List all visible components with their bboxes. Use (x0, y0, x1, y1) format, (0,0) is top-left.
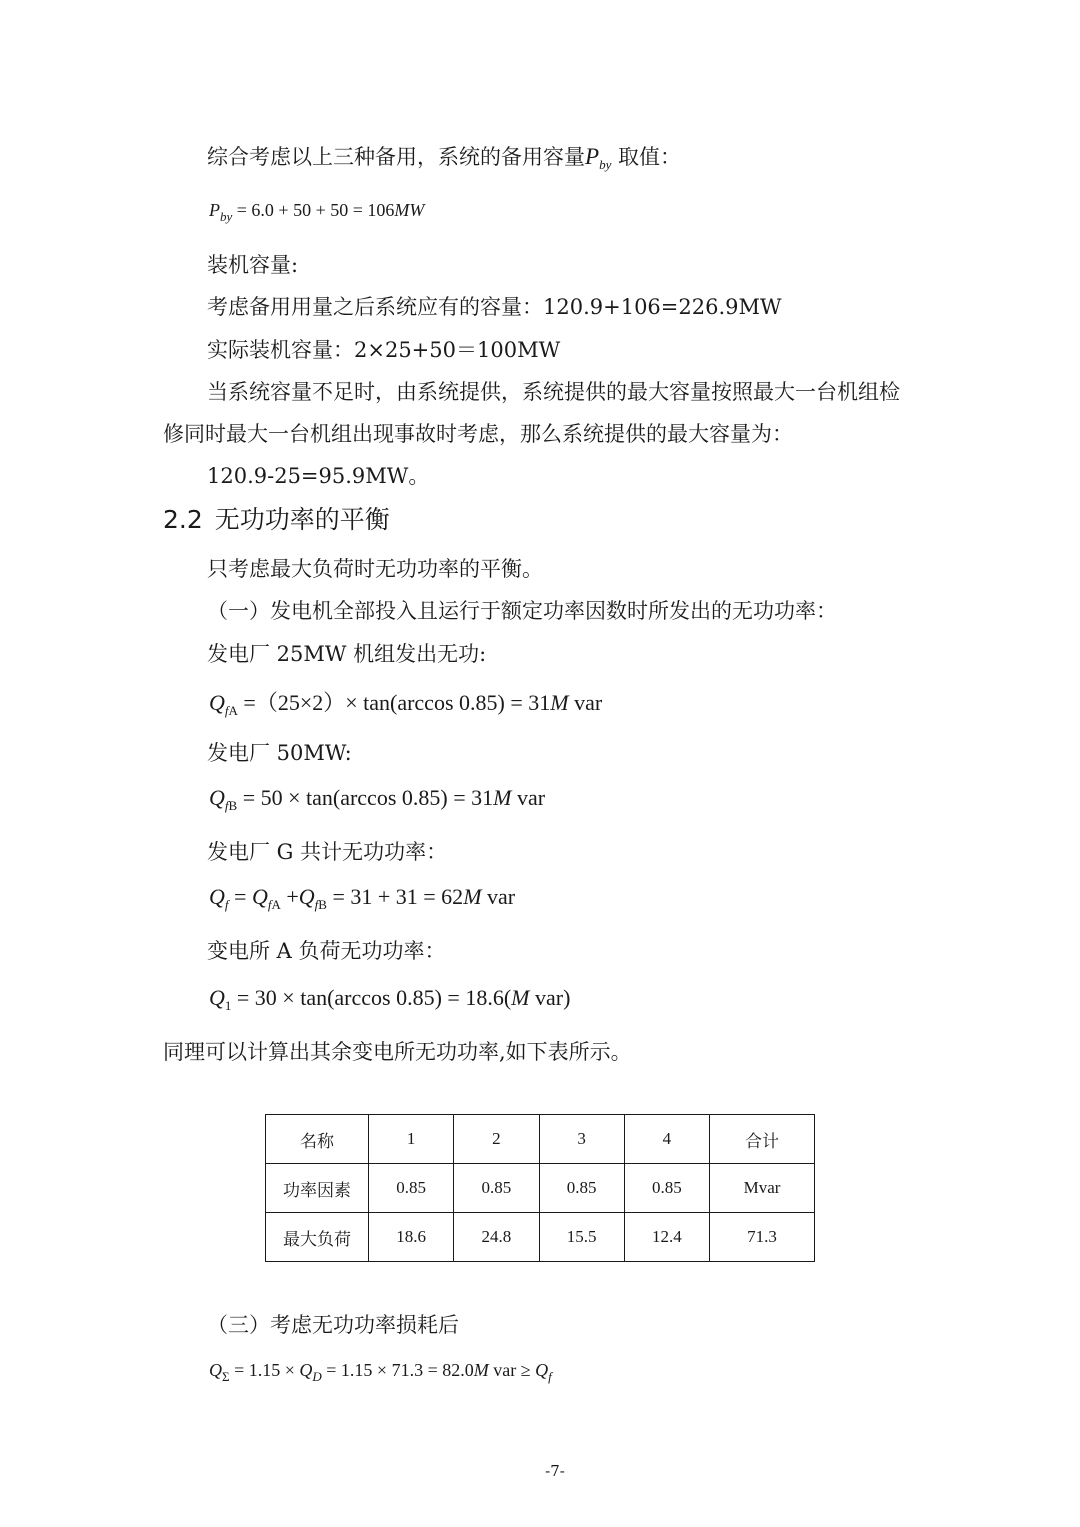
eq-qf-term1: Q (251, 884, 268, 909)
eq-qsigma-unit: M (473, 1360, 489, 1380)
eq-qfb-var: Q (209, 785, 225, 810)
eq-q1-sub: 1 (224, 998, 232, 1013)
eq-qfa-var: Q (209, 690, 225, 715)
eq-qf-plus: + (286, 884, 299, 909)
table-header-cell: 4 (624, 1115, 709, 1164)
eq-qsigma-rhs-a: = 1.15 × (234, 1360, 295, 1380)
reserve-equation (209, 200, 424, 225)
table-cell: 12.4 (624, 1213, 709, 1262)
table-cell: 0.85 (369, 1164, 454, 1213)
substation-a-label: 变电所 A 负荷无功功率： (207, 939, 446, 963)
reserve-var-sub: by (599, 157, 612, 172)
eq-qsigma-qf: Q (535, 1360, 549, 1380)
reactive-intro: 只考虑最大负荷时无功功率的平衡。 (207, 557, 543, 581)
eq-qf-term2: Q (298, 884, 315, 909)
table-cell: 0.85 (539, 1164, 624, 1213)
eq-q1 (209, 985, 570, 1014)
section-title: 无功功率的平衡 (214, 505, 390, 534)
reactive-power-table (265, 1114, 815, 1262)
eq-qfa-sub-f: f (224, 703, 229, 718)
eq-reserve-var: P (209, 200, 220, 220)
table-cell: Mvar (710, 1164, 815, 1213)
eq-qf-var: Q (209, 884, 225, 909)
eq-qsigma-rhs-c: var ≥ (493, 1360, 531, 1380)
eq-reserve-rhs: = 6.0 + 50 + 50 = 106 (236, 200, 395, 220)
eq-qf-equals: = (234, 884, 247, 909)
eq-q1-var-unit: var) (534, 985, 571, 1010)
reserve-intro-tail: 取值： (618, 145, 682, 169)
table-cell: 24.8 (454, 1213, 539, 1262)
eq-qfa-rhs: =（25×2）× tan(arccos 0.85) = 31 (243, 690, 551, 715)
supply-line-1: 当系统容量不足时，由系统提供，系统提供的最大容量按照最大一台机组检 (207, 380, 900, 404)
eq-qfb-sub-b: B (228, 798, 238, 813)
eq-q1-rhs: = 30 × tan(arccos 0.85) = 18.6( (236, 985, 512, 1010)
table-header-cell: 3 (539, 1115, 624, 1164)
table-cell: 0.85 (454, 1164, 539, 1213)
eq-q1-unit: M (511, 985, 530, 1010)
eq-reserve-unit: MW (394, 200, 425, 220)
eq-qfb (209, 785, 545, 814)
plant-25-label: 发电厂 25MW 机组发出无功: (207, 642, 487, 666)
table-cell: 0.85 (624, 1164, 709, 1213)
eq-qf (209, 884, 515, 913)
eq-qfa-sub-a: A (228, 703, 238, 718)
eq-qfb-var-unit: var (516, 785, 546, 810)
eq-qsigma-qd-sub: D (312, 1369, 322, 1384)
actual-capacity: 实际装机容量：2×25+50＝100MW (207, 338, 561, 362)
eq-qfa-var-unit: var (574, 690, 603, 715)
eq-qf-sub: f (224, 897, 229, 912)
reserve-intro-text: 综合考虑以上三种备用，系统的备用容量 (207, 145, 585, 169)
eq-qfa (209, 686, 602, 719)
supply-result: 120.9-25=95.9MW。 (207, 464, 430, 488)
table-row-label: 最大负荷 (266, 1213, 369, 1262)
eq-qfb-rhs: = 50 × tan(arccos 0.85) = 31 (242, 785, 494, 810)
eq-qsigma-sub: Σ (222, 1369, 230, 1384)
eq-reserve-sub: by (220, 209, 233, 224)
required-capacity: 考虑备用用量之后系统应有的容量：120.9+106=226.9MW (207, 295, 782, 319)
table-cell: 18.6 (369, 1213, 454, 1262)
eq-qsigma-rhs-b: = 1.15 × 71.3 = 82.0 (326, 1360, 474, 1380)
eq-q1-var: Q (209, 985, 225, 1010)
eq-qf-term1-sub-f: f (267, 897, 272, 912)
reserve-intro (207, 143, 681, 173)
table-header-cell: 名称 (266, 1115, 369, 1164)
eq-qfb-sub-f: f (224, 798, 229, 813)
plant-total-label: 发电厂 G 共计无功功率： (207, 840, 448, 864)
table-header-cell: 1 (369, 1115, 454, 1164)
table-header-cell: 2 (454, 1115, 539, 1164)
reserve-var: P (585, 144, 600, 169)
table-header-cell: 合计 (710, 1115, 815, 1164)
eq-qfb-unit: M (493, 785, 512, 810)
table-row-label: 功率因素 (266, 1164, 369, 1213)
supply-line-2: 修同时最大一台机组出现事故时考虑，那么系统提供的最大容量为： (163, 422, 793, 446)
plant-50-label: 发电厂 50MW: (207, 741, 352, 765)
section-number: 2.2 (163, 505, 203, 534)
eq-qf-term2-sub-f: f (314, 897, 319, 912)
eq-qf-unit: M (463, 884, 482, 909)
table-cell: 71.3 (710, 1213, 815, 1262)
page-number: -7- (545, 1462, 565, 1480)
eq-qfa-unit: M (550, 690, 569, 715)
table-header-row (266, 1115, 815, 1164)
eq-qsigma-qd: Q (299, 1360, 313, 1380)
eq-qf-rhs: = 31 + 31 = 62 (332, 884, 464, 909)
eq-qsigma (209, 1360, 552, 1385)
eq-qf-var-unit: var (487, 884, 516, 909)
step-3: （三）考虑无功功率损耗后 (207, 1313, 459, 1337)
similarly-text: 同理可以计算出其余变电所无功功率,如下表所示。 (163, 1040, 632, 1064)
section-heading (163, 500, 390, 536)
eq-qf-term1-sub-a: A (271, 897, 281, 912)
table-row (266, 1164, 815, 1213)
table-row (266, 1213, 815, 1262)
table-cell: 15.5 (539, 1213, 624, 1262)
eq-qf-term2-sub-b: B (318, 897, 327, 912)
step-1: （一）发电机全部投入且运行于额定功率因数时所发出的无功功率： (207, 599, 837, 623)
eq-qsigma-var: Q (209, 1360, 222, 1380)
eq-qsigma-qf-sub: f (548, 1369, 552, 1384)
installed-label: 装机容量: (207, 253, 299, 277)
